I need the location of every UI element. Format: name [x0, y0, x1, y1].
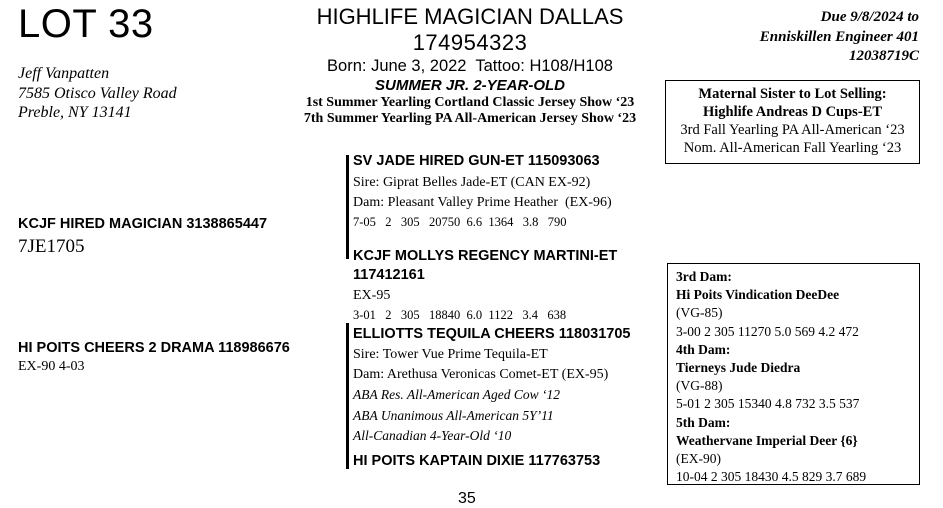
third-dam-name: Hi Poits Vindication DeeDee — [676, 287, 840, 303]
sire-sire-entry — [353, 152, 612, 231]
due-number: 12038719C — [848, 48, 919, 64]
dam-name: HI POITS CHEERS 2 DRAMA 118986676 — [18, 340, 290, 356]
owner-address — [18, 64, 177, 123]
animal-header — [290, 4, 650, 127]
born-tattoo-line: Born: June 3, 2022 Tattoo: H108/H108 — [327, 57, 613, 75]
owner-name: Jeff Vanpatten — [18, 65, 110, 82]
maternal-sister-award: Nom. All-American Fall Yearling ‘23 — [683, 140, 902, 156]
page-number: 35 — [458, 490, 476, 507]
dam-sire-honor: All-Canadian 4-Year-Old ‘10 — [353, 428, 512, 443]
dam-sire-entry — [353, 325, 630, 447]
dam-sire-honor: ABA Res. All-American Aged Cow ‘12 — [353, 387, 560, 402]
sire-name: KCJF HIRED MAGICIAN 3138865447 — [18, 216, 268, 232]
fifth-dam-label: 5th Dam: — [676, 414, 731, 430]
sire-sire-sire-line: Sire: Giprat Belles Jade-ET (CAN EX-92) — [353, 175, 591, 190]
animal-registration: 174954323 — [412, 30, 528, 55]
dam-sire-honor: ABA Unanimous All-American 5Y’11 — [353, 407, 554, 423]
sire-sire-dam-line: Dam: Pleasant Valley Prime Heather (EX-96) — [353, 195, 612, 210]
dam-dam-name: HI POITS KAPTAIN DIXIE 117763753 — [353, 453, 601, 469]
fifth-dam-score: (EX-90) — [676, 451, 721, 467]
sire-dam-registration: 117412161 — [353, 267, 425, 283]
owner-city: Preble, NY 13141 — [18, 104, 132, 121]
ancestors-box — [667, 263, 920, 485]
dam-sire-sire-line: Sire: Tower Vue Prime Tequila-ET — [353, 347, 548, 362]
animal-award: 7th Summer Yearling PA All-American Jersey Show ‘23 — [303, 111, 637, 126]
maternal-sister-name: Highlife Andreas D Cups-ET — [702, 104, 882, 120]
sire-sire-record: 7-05 2 305 20750 6.6 1364 3.8 790 — [353, 215, 567, 229]
third-dam-label: 3rd Dam: — [676, 269, 732, 284]
fifth-dam-name: Weathervane Imperial Deer {6} — [676, 432, 858, 448]
third-dam-record: 3-00 2 305 11270 5.0 569 4.2 472 — [676, 323, 859, 339]
animal-name: HIGHLIFE MAGICIAN DALLAS — [316, 4, 624, 29]
due-service-sire: Enniskillen Engineer 401 — [759, 28, 919, 45]
animal-class: SUMMER JR. 2-YEAR-OLD — [374, 77, 565, 94]
dam-sire-dam-line: Dam: Arethusa Veronicas Comet-ET (EX-95) — [353, 367, 609, 382]
animal-award: 1st Summer Yearling Cortland Classic Jersey Show ‘23 — [305, 95, 635, 110]
fourth-dam-score: (VG-88) — [676, 378, 723, 394]
due-date: Due 9/8/2024 to — [820, 9, 919, 25]
sire-naab-code: 7JE1705 — [18, 236, 85, 257]
dam-sire-name: ELLIOTTS TEQUILA CHEERS 118031705 — [353, 326, 631, 342]
fifth-dam-record: 10-04 2 305 18430 4.5 829 3.7 689 — [676, 469, 867, 485]
maternal-sister-box — [665, 80, 920, 164]
third-dam-score: (VG-85) — [676, 305, 723, 321]
maternal-sister-award: 3rd Fall Yearling PA All-American ‘23 — [680, 122, 905, 138]
dam-score: EX-90 4-03 — [18, 359, 85, 374]
sire-dam-record: 3-01 2 305 18840 6.0 1122 3.4 638 — [353, 308, 567, 322]
pedigree-bracket-dam — [346, 323, 349, 469]
maternal-sister-heading: Maternal Sister to Lot Selling: — [698, 86, 887, 102]
lot-title: LOT 33 — [18, 2, 154, 46]
sire-dam-score: EX-95 — [353, 288, 391, 303]
fourth-dam-name: Tierneys Jude Diedra — [676, 360, 801, 376]
sire-dam-name: KCJF MOLLYS REGENCY MARTINI-ET — [353, 248, 618, 264]
fourth-dam-label: 4th Dam: — [676, 341, 731, 357]
fourth-dam-record: 5-01 2 305 15340 4.8 732 3.5 537 — [676, 396, 860, 412]
sire-sire-name: SV JADE HIRED GUN-ET 115093063 — [353, 153, 600, 169]
due-block — [760, 8, 919, 67]
sire-dam-entry — [353, 247, 617, 324]
owner-street: 7585 Otisco Valley Road — [18, 84, 177, 102]
pedigree-bracket-sire — [346, 155, 349, 259]
